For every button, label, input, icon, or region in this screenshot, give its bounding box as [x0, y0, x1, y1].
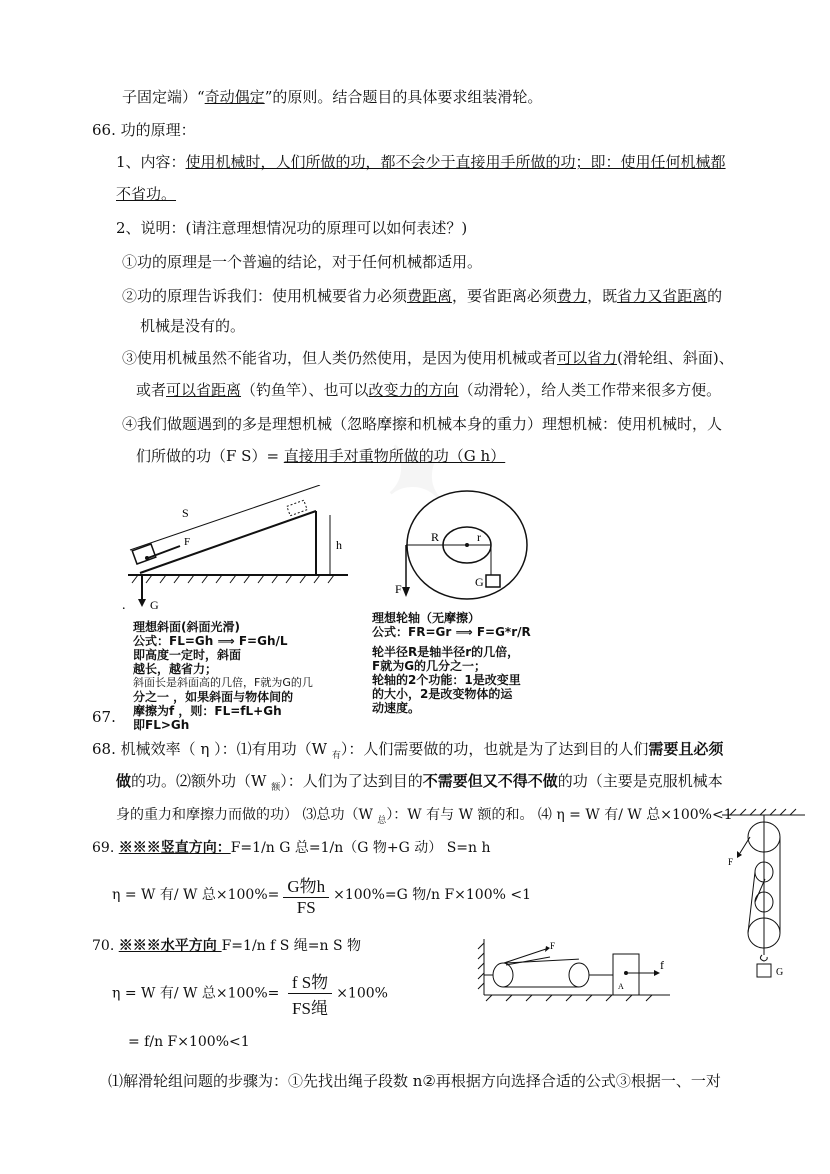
svg-text:G: G [475, 575, 484, 589]
text-line: 2、说明：(请注意理想情况功的原理可以如何表述？) [116, 219, 468, 237]
text-line: 或者可以省距离（钓鱼竿）、也可以改变力的方向（动滑轮），给人类工作带来很多方便。 [136, 381, 722, 399]
text-line: 子固定端）“奇动偶定”的原则。结合题目的具体要求组装滑轮。 [122, 88, 543, 106]
formula-70: η = W 有/ W 总×100%= $\frac{\text{f S物}}{\text{FS绳}}$ ×100% [112, 968, 388, 1019]
incline-caption: 理想斜面(斜面光滑) 公式：FL=Gh ⟹ F=Gh/L 即高度一定时，斜面 越长，越省力； 斜面长是斜面高的几倍，F就为G的几 分之一 ，如果斜面与物体间的 摩擦为f ，则：FL=fL+Gh 即FL>Gh [133, 620, 313, 732]
incline-diagram [120, 485, 360, 610]
svg-text:h: h [336, 538, 342, 552]
formula-69: η = W 有/ W 总×100%= $\frac{\text{G物h}}{FS}$ ×100%=G 物/n F×100% <1 [112, 872, 531, 918]
svg-text:f: f [660, 958, 664, 972]
text-line: ②功的原理告诉我们：使用机械要省力必须费距离，要省距离必须费力，既省力又省距离的 [122, 287, 723, 305]
text-line: 不省功。 [116, 185, 177, 203]
text-line: 们所做的功（F S）= 直接用手对重物所做的功（G h） [136, 447, 506, 465]
svg-text:S: S [182, 506, 189, 520]
text-line: ①功的原理是一个普遍的结论，对于任何机械都适用。 [122, 253, 483, 271]
vertical-pulley-diagram [710, 795, 810, 985]
svg-text:G: G [150, 598, 159, 610]
item-66-heading: 66. 功的原理： [92, 121, 196, 139]
svg-text:R: R [431, 530, 440, 544]
horizontal-pulley-diagram [470, 935, 670, 1005]
text-line: ④我们做题遇到的多是理想机械（忽略摩擦和机械本身的重力）理想机械：使用机械时，人 [122, 415, 723, 433]
text-line: ③使用机械虽然不能省功，但人类仍然使用，是因为使用机械或者可以省力(滑轮组、斜面)、 [122, 349, 734, 367]
text-line: 1、内容：使用机械时，人们所做的功，都不会少于直接用手所做的功；即：使用任何机械都 [116, 153, 726, 171]
text-line: 身的重力和摩擦力而做的功） ⑶总功（W $_总$）：W 有与 W 额的和。 ⑷ η = W 有/ W 总×100%<1 [116, 807, 733, 826]
formula-70-result: = f/n F×100%<1 [128, 1034, 250, 1050]
svg-text:F: F [728, 857, 734, 867]
svg-text:r: r [477, 530, 481, 544]
item-69: 69. ※※※竖直方向：F=1/n G 总=1/n（G 物+G 动） S=n h [92, 840, 491, 856]
svg-text:A: A [618, 982, 624, 991]
item-68: 68. 机械效率（ η ）：⑴有用功（W $_有$）：人们需要做的功，也就是为了达到目的人们需要且必须 [92, 740, 724, 761]
item-67-number: 67. [92, 708, 116, 726]
wheel-axle-caption: 理想轮轴（无摩擦） 公式：FR=Gr ⟹ F=G*r/R 轮半径R是轴半径r的几倍， F就为G的几分之一； 轮轴的2个功能：1是改变里 的大小，2是改变物体的运 动速度。 [372, 611, 531, 715]
svg-text:F: F [395, 582, 402, 596]
text-line: 机械是没有的。 [140, 317, 246, 335]
wheel-axle-diagram [395, 485, 535, 605]
text-line: ⑴解滑轮组问题的步骤为：①先找出绳子段数 n②再根据方向选择合适的公式③根据一、一对 [108, 1072, 721, 1090]
item-70: 70. ※※※水平方向 F=1/n f S 绳=n S 物 [92, 938, 362, 954]
svg-text:G: G [776, 967, 784, 978]
text-line: 做的功。⑵额外功（W $_额$）：人们为了达到目的不需要但又不得不做的功（主要是克服机械本 [116, 772, 723, 793]
svg-text:.: . [122, 598, 126, 610]
svg-text:F: F [184, 536, 191, 548]
svg-text:F: F [550, 941, 556, 951]
